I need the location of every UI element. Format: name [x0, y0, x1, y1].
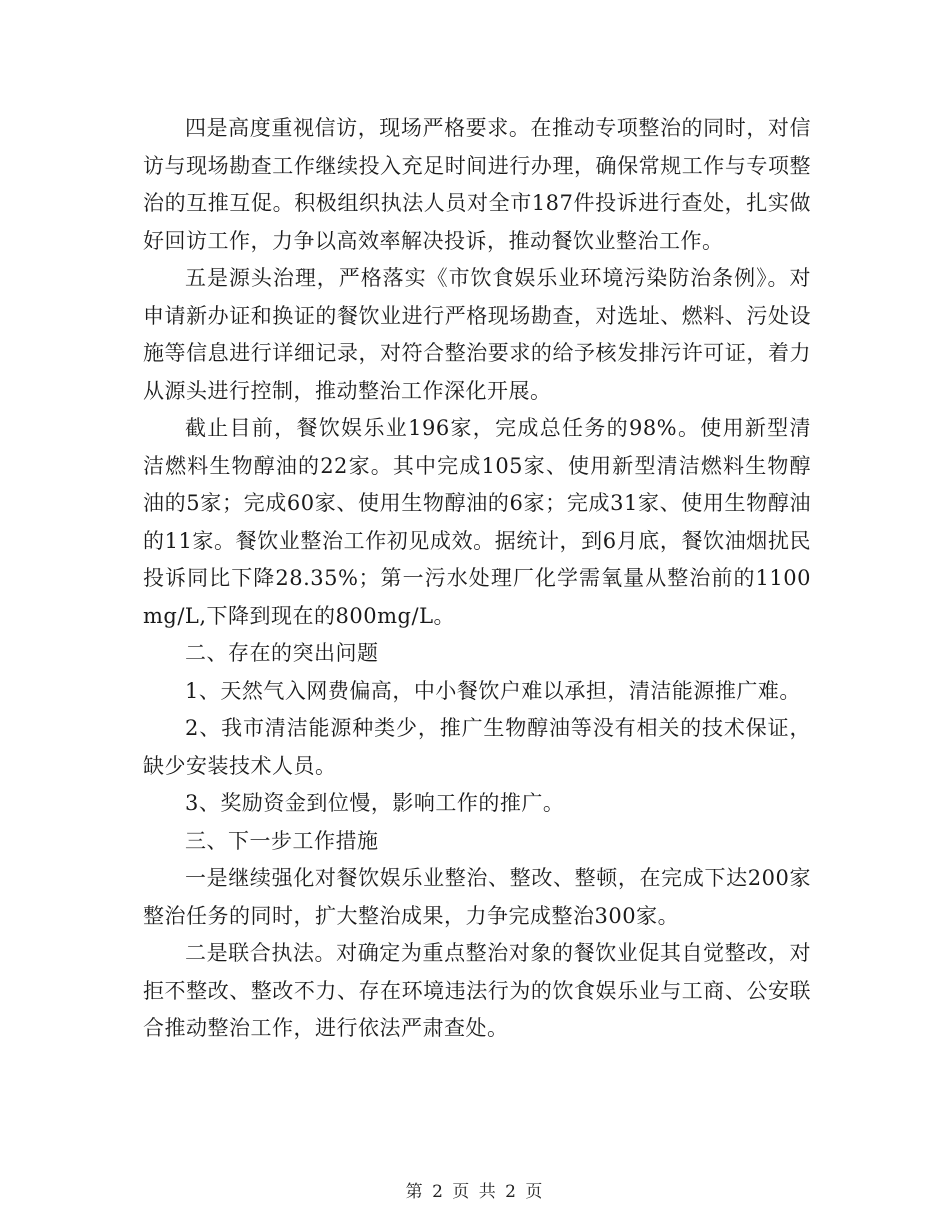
section-heading-next-steps: 三、下一步工作措施 — [185, 828, 379, 853]
page-number-footer: 第 2 页 共 2 页 — [405, 1182, 545, 1202]
paragraph-petition-handling: 四是高度重视信访，现场严格要求。在推动专项整治的同时，对信访与现场勘查工作继续投入充足时间进行办理，确保常规工作与专项整治的互推互促。积极组织执法人员对全市187件投诉进行查处，扎实做好回访工作，力争以高效率解决投诉，推动餐饮业整治工作。 — [143, 116, 811, 253]
problem-item-1: 1、天然气入网费偏高，中小餐饮户难以承担，清洁能源推广难。 — [185, 678, 801, 703]
paragraph-source-control: 五是源头治理，严格落实《市饮食娱乐业环境污染防治条例》。对申请新办证和换证的餐饮业进行严格现场勘查，对选址、燃料、污处设施等信息进行详细记录，对符合整治要求的给予核发排污许可证，着力从源头进行控制，推动整治工作深化开展。 — [143, 266, 811, 403]
document-body — [143, 110, 811, 1048]
problem-item-3: 3、奖励资金到位慢，影响工作的推广。 — [185, 791, 565, 815]
measure-item-2: 二是联合执法。对确定为重点整治对象的餐饮业促其自觉整改，对拒不整改、整改不力、存在环境违法行为的饮食娱乐业与工商、公安联合推动整治工作，进行依法严肃查处。 — [143, 941, 811, 1040]
problem-item-2: 2、我市清洁能源种类少，推广生物醇油等没有相关的技术保证，缺少安装技术人员。 — [143, 716, 811, 778]
paragraph-progress-statistics: 截止目前，餐饮娱乐业196家，完成总任务的98%。使用新型清洁燃料生物醇油的22家。其中完成105家、使用新型清洁燃料生物醇油的5家；完成60家、使用生物醇油的6家；完成31家、使用生物醇油的11家。餐饮业整治工作初见成效。据统计，到6月底，餐饮油烟扰民投诉同比下降28.35%；第一污水处理厂化学需氧量从整治前的1100mg/L,下降到现在的800mg/L。 — [143, 416, 811, 628]
section-heading-problems: 二、存在的突出问题 — [185, 641, 379, 665]
measure-item-1: 一是继续强化对餐饮娱乐业整治、整改、整顿，在完成下达200家整治任务的同时，扩大整治成果，力争完成整治300家。 — [143, 866, 811, 928]
